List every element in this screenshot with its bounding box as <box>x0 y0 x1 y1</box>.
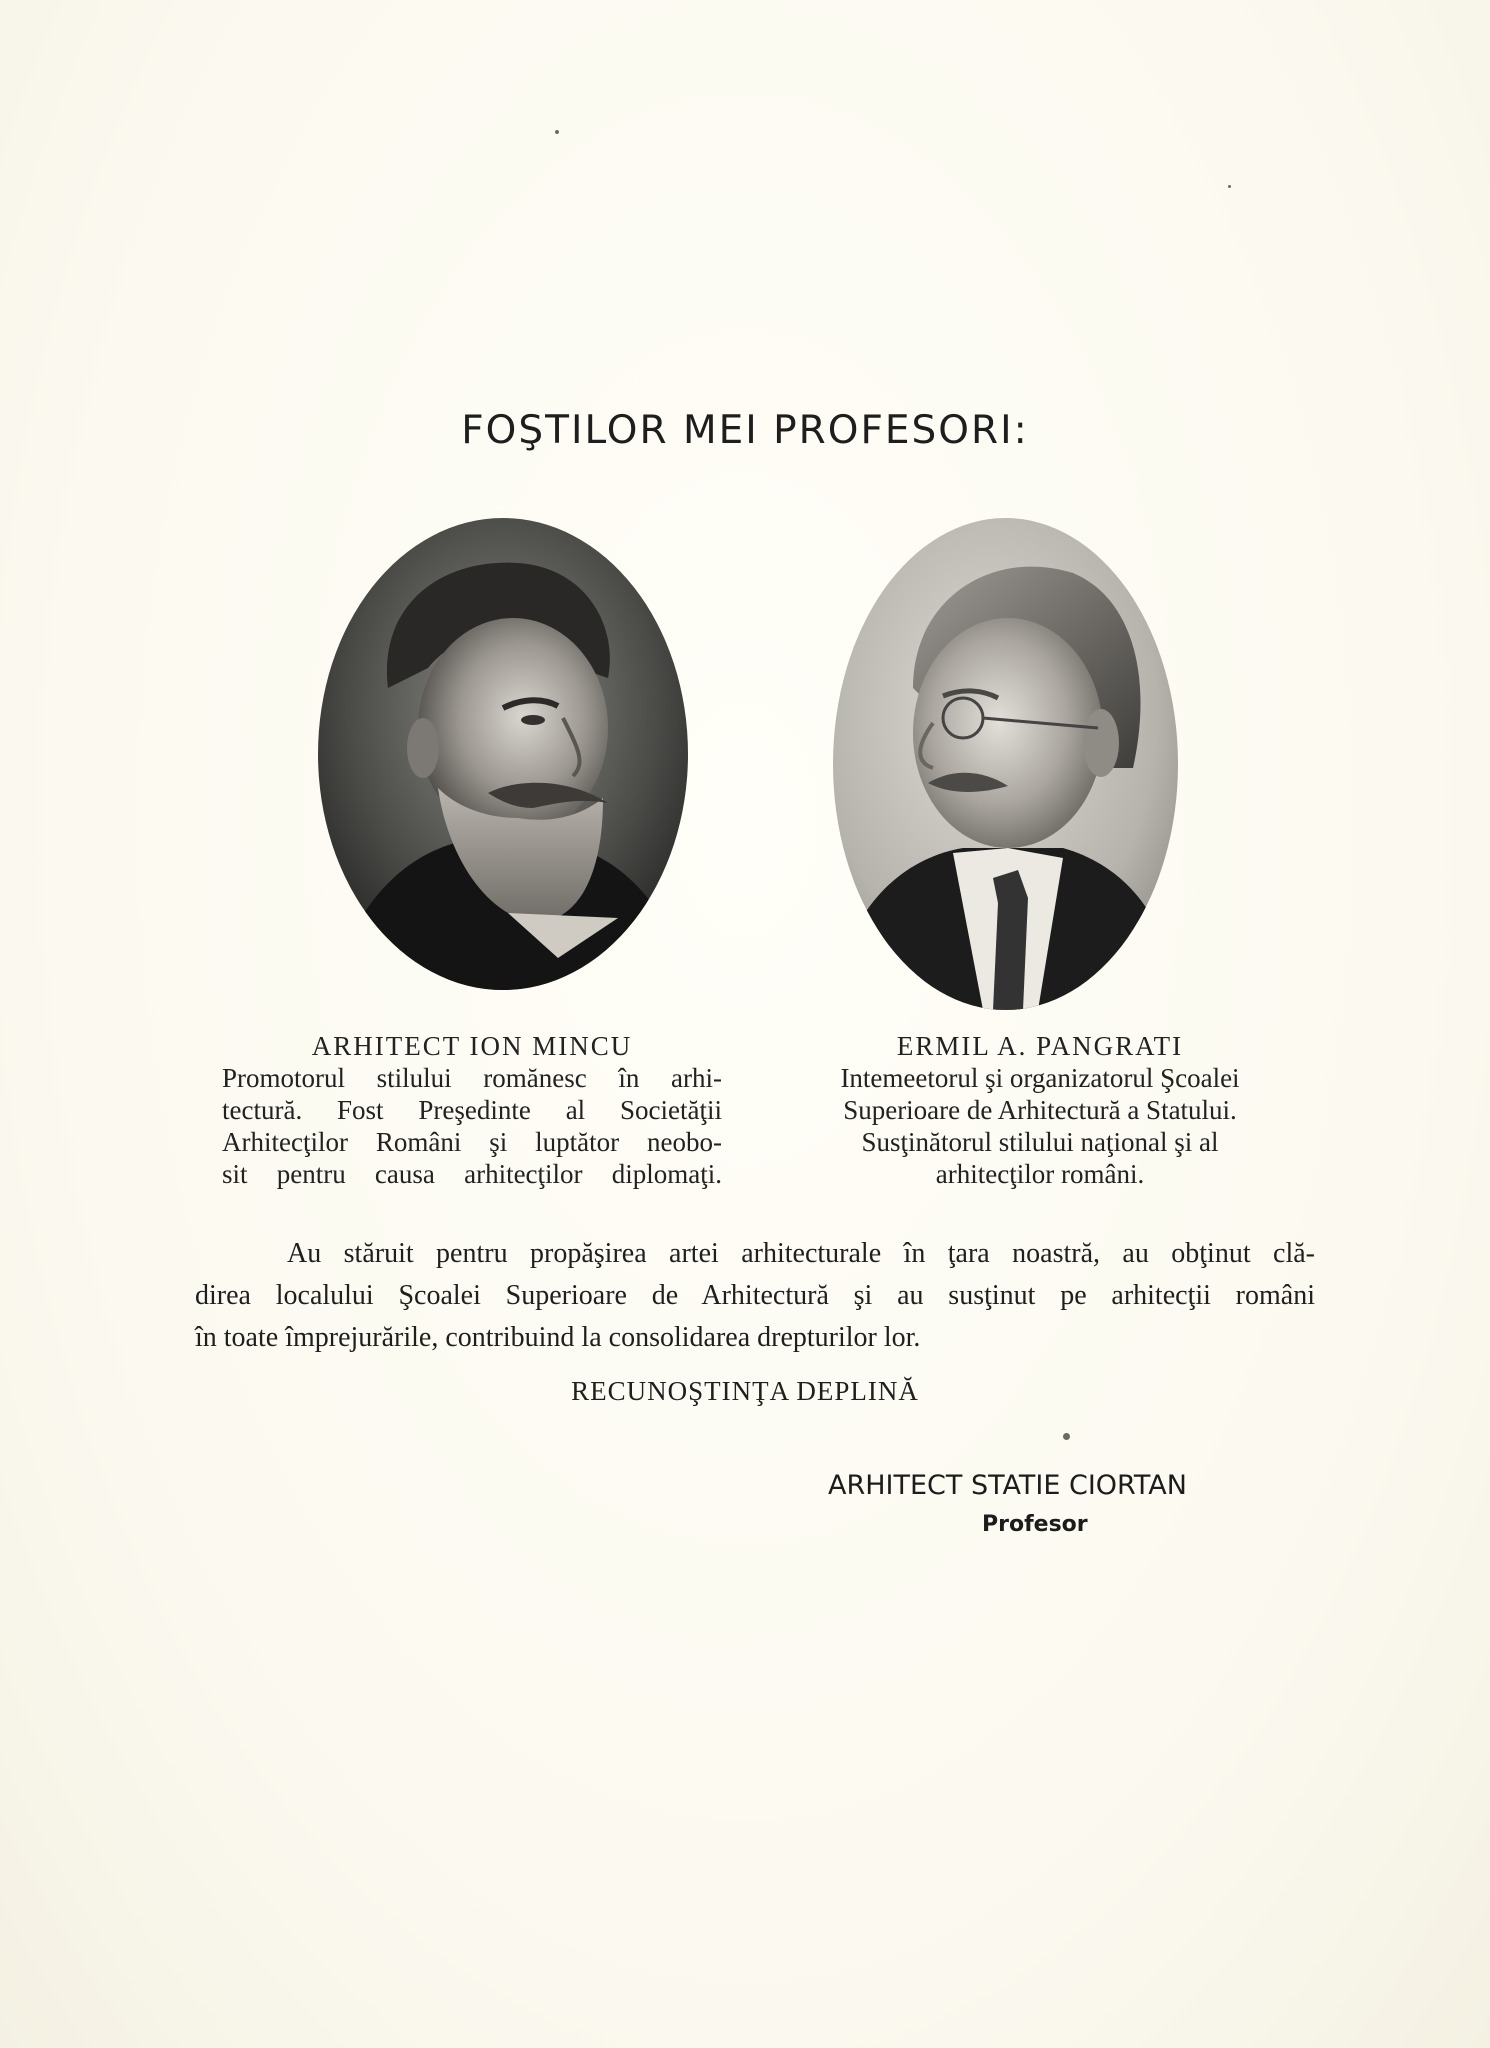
paragraph-line: direa localului Şcoalei Superioare de Arhitectură şi au susţinut pe arhitecţii români <box>195 1280 1315 1311</box>
paper-speck <box>1228 185 1231 188</box>
paragraph-line: în toate împrejurările, contribuind la consolidarea drepturilor lor. <box>195 1322 921 1353</box>
signature-name: ARHITECT STATIE CIORTAN <box>828 1470 1187 1501</box>
dedication-paragraph <box>195 1233 1315 1359</box>
caption-line: Superioare de Arhitectură a Statului. <box>843 1095 1237 1125</box>
page-title: FOŞTILOR MEI PROFESORI: <box>461 408 1029 453</box>
closing-line: RECUNOŞTINŢA DEPLINĂ <box>571 1376 919 1406</box>
caption-line: arhitecţilor români. <box>935 1159 1145 1189</box>
caption-line: Susţinătorul stilului naţional şi al <box>861 1127 1219 1157</box>
portrait-ermil-pangrati <box>833 518 1178 1010</box>
caption-name: ERMIL A. PANGRATI <box>896 1031 1184 1061</box>
caption-line: tectură. Fost Preşedinte al Societăţii <box>222 1095 722 1125</box>
caption-ermil-pangrati <box>780 1030 1300 1190</box>
caption-ion-mincu <box>222 1030 722 1190</box>
portrait-ion-mincu <box>318 518 688 990</box>
signature-role: Profesor <box>982 1512 1088 1537</box>
caption-line: sit pentru causa arhitecţilor diplomaţi. <box>222 1159 722 1189</box>
caption-line: Arhitecţilor Români şi luptător neobo- <box>222 1127 722 1157</box>
paper-speck <box>1063 1433 1070 1440</box>
paragraph-line: Au stăruit pentru propăşirea artei arhitecturale în ţara noastră, au obţinut clă- <box>287 1238 1315 1269</box>
caption-name: ARHITECT ION MINCU <box>311 1031 633 1061</box>
paper-speck <box>555 130 559 134</box>
caption-line: Intemeetorul şi organizatorul Şcoalei <box>840 1063 1240 1093</box>
caption-line: Promotorul stilului romănesc în arhi- <box>222 1063 722 1093</box>
